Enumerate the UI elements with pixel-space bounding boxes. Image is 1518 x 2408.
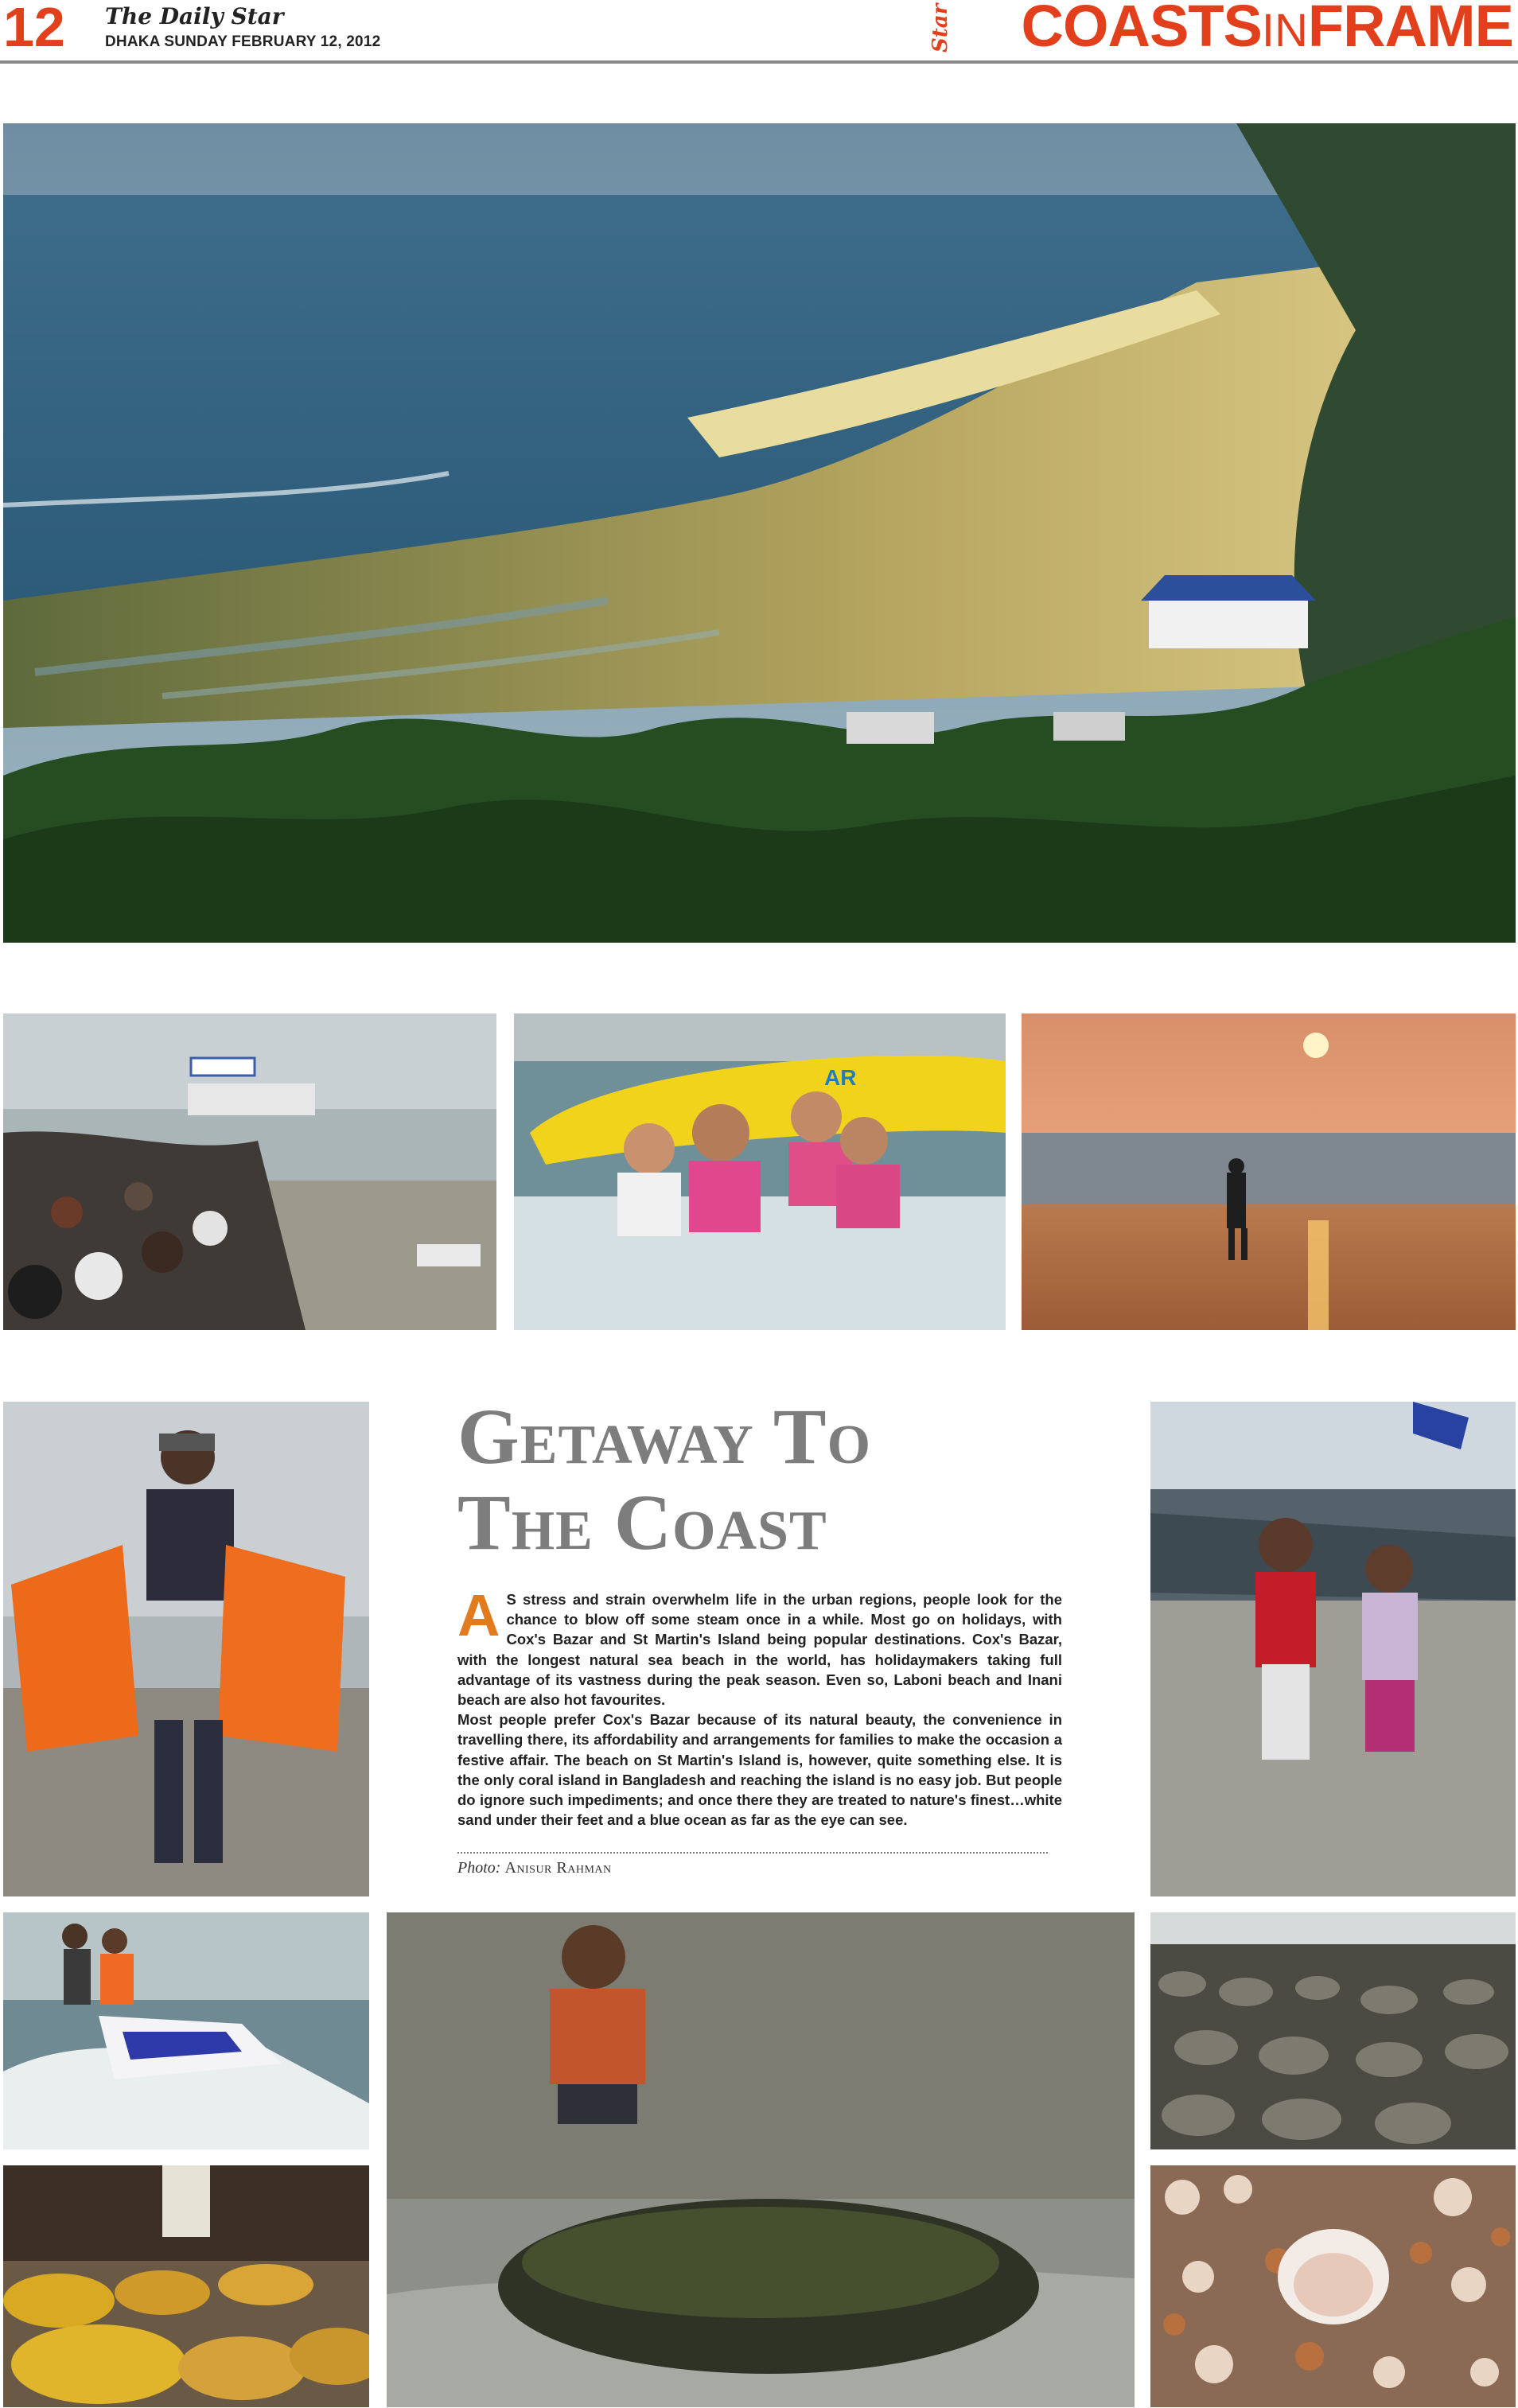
photo-boy-coral-rock <box>387 1912 1135 2407</box>
dateline: DHAKA SUNDAY FEBRUARY 12, 2012 <box>105 33 381 50</box>
newspaper-name: The Daily Star <box>105 3 284 29</box>
section-title-part3: FRAME <box>1307 0 1513 59</box>
section-title-part1: COASTS <box>1021 0 1262 59</box>
photo-credit <box>457 1859 612 1877</box>
headline-line-2: The Coast <box>457 1478 827 1566</box>
boat-lettering: AR <box>824 1065 857 1090</box>
photo-credit-label: Photo: <box>457 1859 501 1877</box>
drop-cap: A <box>457 1582 500 1648</box>
section-title <box>1022 0 1513 64</box>
photo-jet-ski <box>3 1912 369 2149</box>
photo-girls-running <box>1150 1402 1516 1896</box>
photo-coastline-panorama <box>3 123 1516 943</box>
photo-pebble-beach <box>1150 1912 1516 2149</box>
paragraph-1-text: S stress and strain overwhelm life in the urban regions, people look for the chance to blow off some steam once in a while. Most go on holidays, with Cox's Bazar and St Martin's Island being popular destinations. Cox's Bazar, with the longest natural sea beach in the world, has holidaymakers taking full advantage of its vastness during the peak season. Even so, Laboni beach and Inani beach are also hot favourites. <box>457 1591 1062 1709</box>
photo-credit-name: Anisur Rahman <box>504 1859 612 1877</box>
section-title-part2: IN <box>1261 5 1308 56</box>
masthead-rule <box>0 60 1518 64</box>
photo-seashells <box>1150 2165 1516 2407</box>
page-number: 12 <box>3 0 65 58</box>
headline-line-1: Getaway To <box>457 1392 872 1480</box>
headline <box>457 1394 1062 1566</box>
star-logo-mark: Star <box>928 3 952 53</box>
photo-dried-fish-stall <box>3 2165 369 2407</box>
photo-lifejacket-vendor <box>3 1402 369 1896</box>
masthead <box>0 0 1518 64</box>
credit-divider <box>457 1852 1048 1854</box>
photo-sunset-beach-walk <box>1022 1013 1516 1330</box>
photo-ferry-crowd <box>3 1013 496 1330</box>
photo-banana-boat-family <box>514 1013 1006 1330</box>
article-paragraph-2: Most people prefer Cox's Bazar because of its natural beauty, the convenience in travelling there, its affordability and arrangements for families to make the occasion a festive affair. The beach on St Martin's Island is, however, quite something else. It is the only coral island in Bangladesh and reaching the island is no easy job. But people do ignore such impediments; and once there they are treated to nature's finest…white sand under their feet and a blue ocean as far as the eye can see. <box>457 1711 1062 1829</box>
article-paragraph-1 <box>457 1582 1062 1710</box>
article-body <box>457 1582 1062 1830</box>
